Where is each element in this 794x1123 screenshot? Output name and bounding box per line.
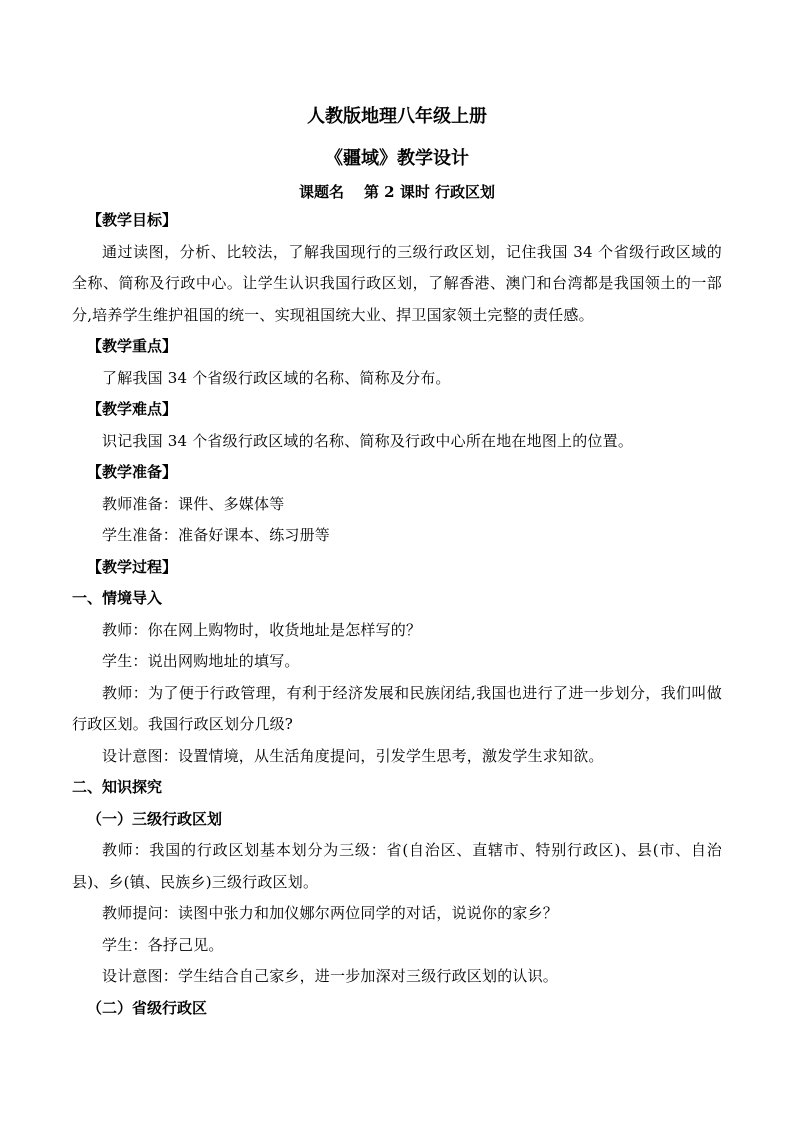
document-content — [72, 104, 722, 1024]
part1-title: 一、情境导入 — [72, 589, 163, 607]
sub1-title: （一）三级行政区划 — [87, 809, 223, 828]
process-heading: 【教学过程】 — [87, 557, 178, 576]
part1-line: 设计意图：设置情境，从生活角度提问，引发学生思考，激发学生求知欲。 — [102, 746, 604, 765]
objectives-text: 通过读图，分析、比较法，了解我国现行的三级行政区划，记住我国 34 个省级行政区域的全称、简称及行政中心。让学生认识我国行政区划，了解香港、澳门和台湾都是我国领土的一部分,培养学生维护祖国的统一、实现祖国统大业、捍卫国家领土完整的责任感。 — [72, 242, 722, 324]
difficulty-text: 识记我国 34 个省级行政区域的名称、简称及行政中心所在地在地图上的位置。 — [102, 431, 634, 450]
sub2-title: （二）省级行政区 — [87, 998, 208, 1017]
student-preparation: 学生准备：准备好课本、练习册等 — [102, 526, 331, 544]
part1-line: 教师：你在网上购物时，收货地址是怎样写的？ — [102, 620, 422, 639]
part1-line: 教师：为了便于行政管理，有利于经济发展和民族闭结,我国也进行了进一步划分，我们叫做行政区划。我国行政区划分几级? — [72, 683, 722, 733]
difficulty-heading: 【教学难点】 — [87, 400, 178, 418]
preparation-heading: 【教学准备】 — [87, 463, 178, 481]
sub1-line: 学生：各抒己见。 — [102, 935, 224, 954]
document-subtitle: 《疆域》教学设计 — [325, 148, 469, 169]
sub1-line: 设计意图：学生结合自己家乡，进一步加深对三级行政区划的认识。 — [102, 967, 559, 985]
lesson-line — [72, 181, 722, 205]
lesson-label: 课题名 — [298, 183, 344, 201]
sub1-line: 教师提问：读图中张力和加仪娜尔两位同学的对话，说说你的家乡？ — [102, 904, 559, 922]
part2-title: 二、知识探究 — [72, 778, 163, 796]
sub1-line: 教师：我国的行政区划基本划分为三级：省(自治区、直辖市、特别行政区)、县(市、自治县)、乡(镇、民族乡)三级行政区划。 — [72, 841, 722, 891]
teacher-preparation: 教师准备：课件、多媒体等 — [102, 494, 285, 513]
part1-line: 学生：说出网购地址的填写。 — [102, 652, 300, 670]
key-points-text: 了解我国 34 个省级行政区域的名称、简称及分布。 — [102, 368, 451, 387]
objectives-heading: 【教学目标】 — [87, 211, 178, 229]
lesson-name: 第 2 课时 行政区划 — [363, 183, 496, 201]
key-points-heading: 【教学重点】 — [87, 337, 178, 355]
document-title: 人教版地理八年级上册 — [307, 106, 487, 127]
